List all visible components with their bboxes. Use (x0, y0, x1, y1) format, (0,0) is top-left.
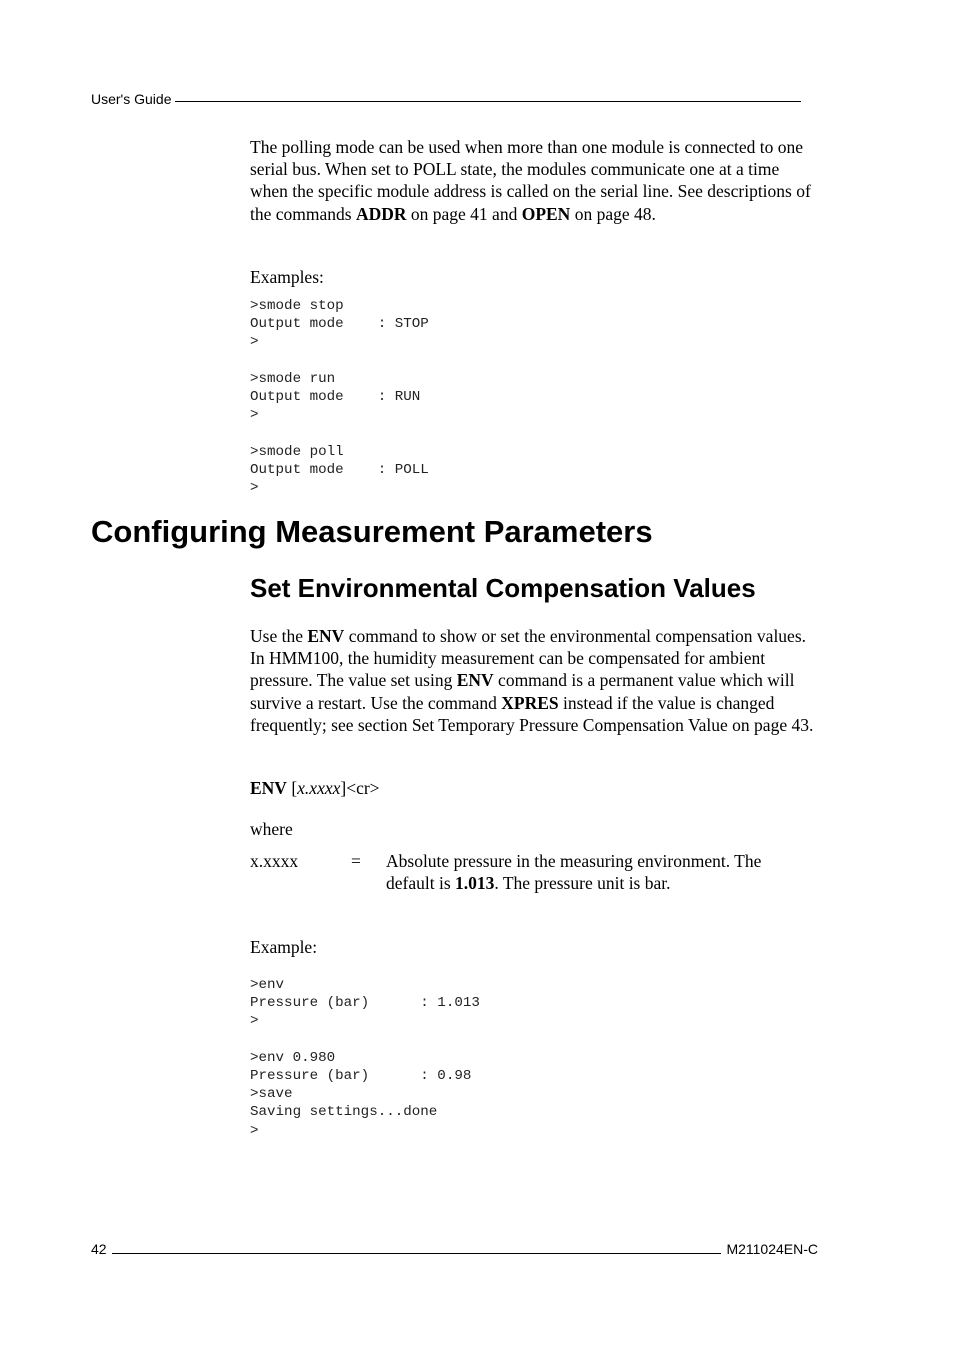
where-label: where (250, 819, 293, 839)
example-label: Example: (250, 937, 318, 957)
page-number: 42 (91, 1241, 107, 1257)
parameter-default-value: 1.013 (455, 873, 495, 894)
parameter-description: Absolute pressure in the measuring environment. The default is 1.013. The pressure unit is bar. (386, 851, 762, 894)
parameter-equals: = (351, 851, 361, 871)
command-addr: ADDR (355, 203, 407, 224)
env-description-paragraph: Use the ENV command to show or set the environmental compensation values. In HMM100, the humidity measurement can be compensated for ambient pressure. The value set using ENV command is a permanent value which will survive a restart. Use the command XPRES instead if the value is changed frequently; see section Set Temporary Pressure Compensation Value on page 43. (250, 626, 814, 735)
env-syntax: ENV [x.xxxx]<cr> (250, 778, 380, 798)
page-footer (91, 1240, 818, 1258)
running-header (91, 90, 801, 108)
command-env-2: ENV (456, 670, 494, 691)
subsection-title: Set Environmental Compensation Values (250, 573, 756, 603)
syntax-command: ENV (250, 778, 287, 798)
polling-mode-paragraph: The polling mode can be used when more than one module is connected to one serial bus. When set to POLL state, the modules communicate one at a time when the specific module address is called on the serial line. See descriptions of the commands ADDR on page 41 and OPEN on page 48. (250, 137, 811, 224)
header-rule (175, 101, 801, 102)
env-code-example: >env Pressure (bar) : 1.013 > >env 0.980 Pressure (bar) : 0.98 >save Saving settings...done > (250, 977, 480, 1139)
parameter-name: x.xxxx (250, 851, 299, 871)
command-xpres: XPRES (501, 692, 559, 713)
syntax-parameter: x.xxxx (297, 778, 341, 798)
smode-code-example: >smode stop Output mode : STOP > >smode run Output mode : RUN > >smode poll Output mode : POLL > (250, 298, 429, 497)
document-code: M211024EN-C (726, 1241, 818, 1257)
section-title: Configuring Measurement Parameters (91, 514, 653, 549)
running-header-title: User's Guide (91, 91, 172, 107)
examples-label: Examples: (250, 267, 324, 287)
command-open: OPEN (521, 203, 571, 224)
command-env: ENV (307, 626, 345, 646)
footer-rule (112, 1253, 722, 1254)
